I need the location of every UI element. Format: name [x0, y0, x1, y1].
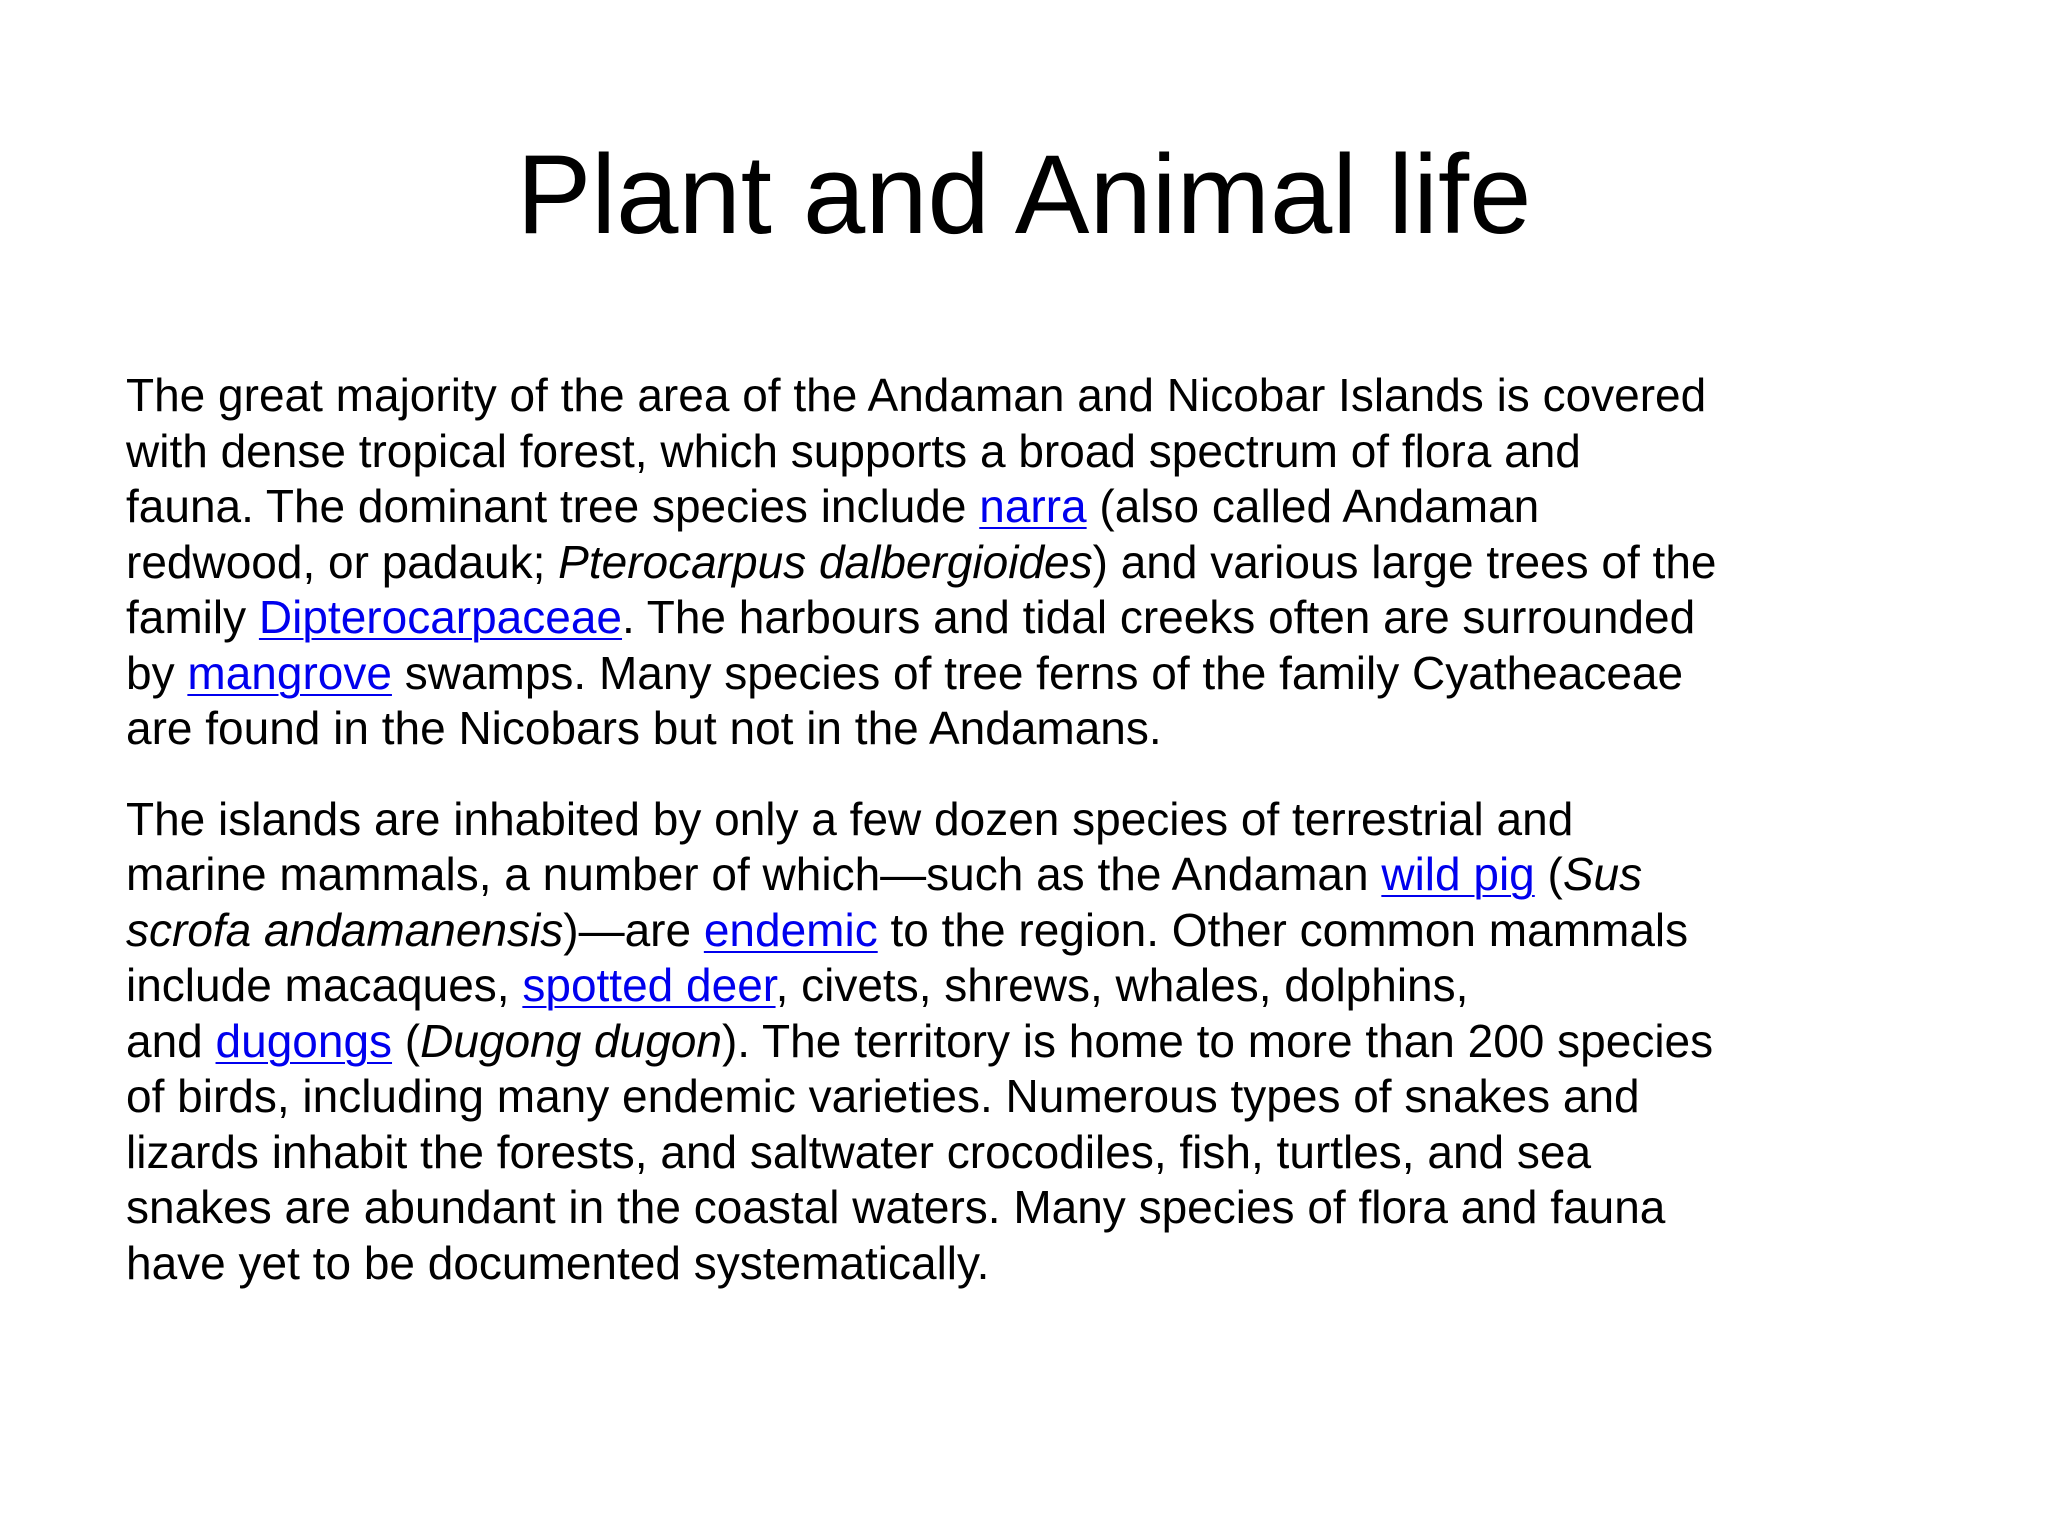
text-line — [126, 701, 1956, 757]
text-line — [126, 1014, 1956, 1070]
text-line — [126, 590, 1956, 646]
text-line — [126, 903, 1956, 959]
text-run: The islands are inhabited by only a few dozen species of terrestrial and — [126, 792, 1574, 845]
text-run: ). The territory is home to more than 200 species — [721, 1014, 1714, 1067]
italic-species-name: scrofa andamanensis — [126, 903, 564, 956]
text-run: of birds, including many endemic varieties. Numerous types of snakes and — [126, 1070, 1640, 1122]
text-line — [126, 535, 1956, 591]
link-endemic[interactable]: endemic — [703, 903, 878, 956]
text-run: ( — [392, 1014, 421, 1067]
text-run: include macaques, — [126, 959, 523, 1011]
text-line — [126, 1180, 1956, 1236]
text-run: marine mammals, a number of which—such as the Andaman — [126, 848, 1382, 900]
paragraph-animal-life — [126, 792, 1956, 1292]
text-run: fauna. The dominant tree species include — [126, 480, 980, 532]
link-spotted-deer[interactable]: spotted deer — [522, 959, 776, 1011]
text-run: redwood, or padauk; — [126, 535, 559, 588]
text-run: snakes are abundant in the coastal waters. Many species of flora and fauna — [126, 1181, 1666, 1233]
text-run: The great majority of the area of the Andaman and Nicobar Islands is covered — [126, 369, 1707, 421]
text-line — [126, 479, 1956, 535]
text-line — [126, 958, 1956, 1014]
italic-species-name: Pterocarpus dalbergioides — [558, 535, 1093, 588]
text-run: ) and various large trees of the — [1092, 535, 1717, 588]
text-run: to the region. Other common mammals — [877, 903, 1689, 956]
text-run: family — [126, 591, 259, 643]
paragraph-plant-life — [126, 368, 1956, 757]
link-narra[interactable]: narra — [979, 480, 1087, 532]
slide-body — [126, 368, 1956, 1291]
italic-species-name: Dugong dugon — [420, 1014, 722, 1067]
text-run: with dense tropical forest, which supports a broad spectrum of flora and — [126, 424, 1581, 477]
text-line — [126, 424, 1956, 480]
text-line — [126, 792, 1956, 848]
text-run: , civets, shrews, whales, dolphins, — [775, 959, 1469, 1011]
text-run: lizards inhabit the forests, and saltwater crocodiles, fish, turtles, and sea — [126, 1125, 1592, 1178]
text-run: and — [126, 1014, 216, 1067]
text-run: swamps. Many species of tree ferns of the family Cyatheaceae — [391, 646, 1684, 699]
link-wild-pig[interactable]: wild pig — [1381, 848, 1535, 900]
text-line — [126, 1069, 1956, 1125]
text-run: have yet to be documented systematically. — [126, 1236, 990, 1289]
text-run: (also called Andaman — [1086, 480, 1540, 532]
link-mangrove[interactable]: mangrove — [187, 646, 392, 699]
text-run: )—are — [563, 903, 704, 956]
text-line — [126, 646, 1956, 702]
text-line — [126, 847, 1956, 903]
italic-species-name: Sus — [1562, 848, 1643, 900]
text-run: ( — [1534, 848, 1563, 900]
slide-title: Plant and Animal life — [516, 132, 1532, 257]
text-run: by — [126, 646, 188, 699]
text-line — [126, 1125, 1956, 1181]
link-dugongs[interactable]: dugongs — [215, 1014, 393, 1067]
text-line — [126, 1236, 1956, 1292]
text-run: . The harbours and tidal creeks often are surrounded — [622, 591, 1696, 643]
text-run: are found in the Nicobars but not in the Andamans. — [126, 702, 1162, 754]
text-line — [126, 368, 1956, 424]
link-dipterocarpaceae[interactable]: Dipterocarpaceae — [258, 591, 623, 643]
